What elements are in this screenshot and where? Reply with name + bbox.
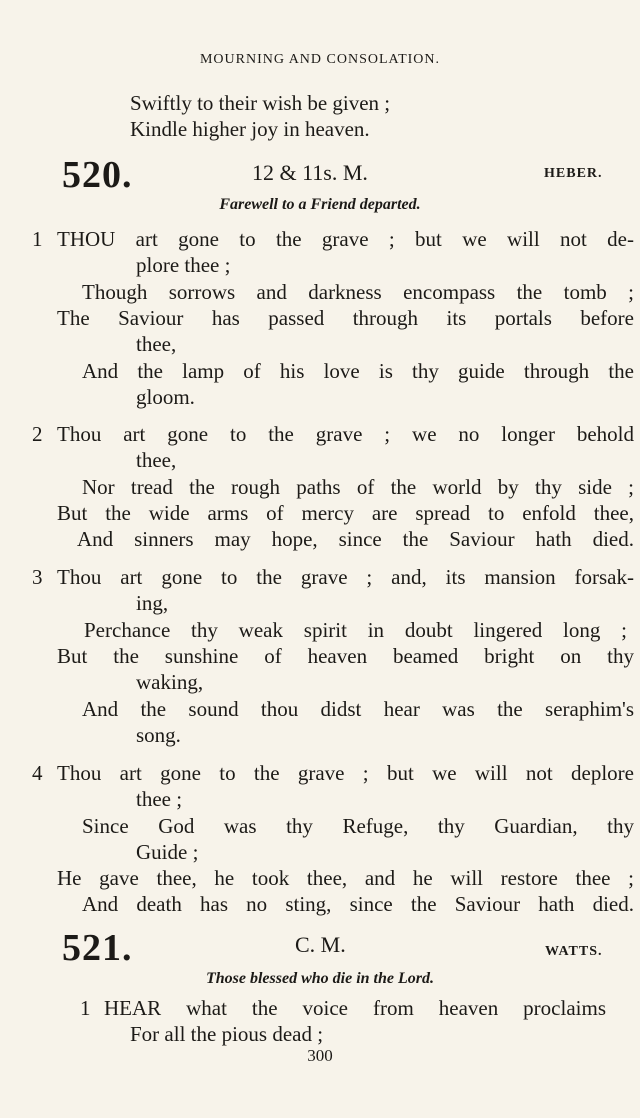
verse-line: The Saviour has passed through its portals before [57,306,634,330]
verse-line: thee ; [136,787,183,811]
verse-line: thee, [136,448,177,472]
verse-line: plore thee ; [136,253,231,277]
verse-line: THOU art gone to the grave ; but we will not de- [57,227,634,251]
verse-number: 3 [32,565,43,589]
verse-line: thee, [136,332,177,356]
verse-line: Thou art gone to the grave ; but we will not deplore [57,761,634,785]
verse-line: Since God was thy Refuge, thy Guardian, thy [82,814,634,838]
carryover-line: Kindle higher joy in heaven. [130,117,370,141]
running-header: MOURNING AND CONSOLATION. [199,52,441,67]
verse-line: Perchance thy weak spirit in doubt lingered long ; [84,618,627,642]
hymn-meter: C. M. [295,932,346,957]
hymn-author: HEBER. [544,166,603,181]
verse-number: 1 [32,227,43,251]
verse-line: HEAR what the voice from heaven proclaims [104,996,606,1020]
verse-line: And sinners may hope, since the Saviour hath died. [77,527,634,551]
verse-line: And the sound thou didst hear was the seraphim's [82,697,634,721]
verse-line: waking, [136,670,204,694]
carryover-line: Swiftly to their wish be given ; [130,91,391,115]
verse-line: He gave thee, he took thee, and he will restore thee ; [57,866,634,890]
verse-number: 4 [32,761,43,785]
verse-line: ing, [136,591,169,615]
hymn-subtitle: Farewell to a Friend departed. [219,196,421,213]
verse-line: But the wide arms of mercy are spread to enfold thee, [57,501,634,525]
verse-line: Thou art gone to the grave ; and, its mansion forsak- [57,565,634,589]
hymn-author: WATTS. [545,944,603,959]
verse-line: Though sorrows and darkness encompass the tomb ; [82,280,634,304]
verse-line: For all the pious dead ; [130,1022,324,1046]
page-number: 300 [307,1046,333,1065]
verse-line: And the lamp of his love is thy guide through the [82,359,634,383]
verse-number: 2 [32,422,43,446]
verse-number: 1 [80,996,91,1020]
verse-line: But the sunshine of heaven beamed bright on thy [57,644,634,668]
verse-line: song. [136,723,181,747]
verse-line: gloom. [136,385,195,409]
hymn-number: 521. [62,927,133,969]
verse-line: And death has no sting, since the Saviour hath died. [82,892,634,916]
verse-line: Thou art gone to the grave ; we no longer behold [57,422,634,446]
verse-line: Nor tread the rough paths of the world by thy side ; [82,475,634,499]
hymn-meter: 12 & 11s. M. [252,160,368,185]
hymn-subtitle: Those blessed who die in the Lord. [205,970,434,987]
verse-line: Guide ; [136,840,199,864]
hymn-number: 520. [62,154,133,196]
